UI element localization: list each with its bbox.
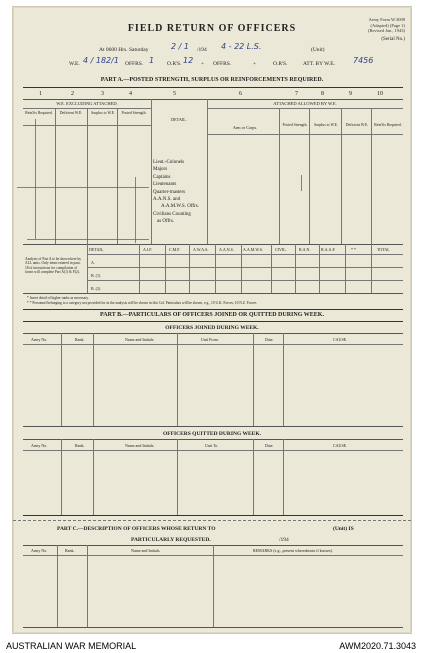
pencil-mark-5: [301, 175, 302, 191]
rule-part-a-top: [23, 87, 403, 88]
form-adapted-text: (Adapted) (Page 1): [370, 22, 405, 28]
vline-j5: [283, 333, 284, 426]
ors-label-1: O.R'S.: [167, 61, 182, 67]
an-hdr-raaf: R.A.A.F.: [321, 247, 336, 252]
hdr-deficient-right: Deficient W.E.: [345, 123, 369, 127]
unit-handwritten: 4 - 22 L.S.: [221, 42, 262, 51]
plus-sign-2: +: [253, 61, 257, 67]
vline-an-7: [295, 244, 296, 293]
rule-colnum: [23, 99, 403, 100]
rule-an-row2: [87, 280, 403, 281]
partc-hdr-rank: Rank.: [65, 548, 75, 553]
at-line-label: At 0600 Hrs. Saturday: [99, 47, 149, 53]
ors-handwritten: 12: [183, 56, 194, 65]
joined-hdr-cause: CAUSE.: [333, 337, 348, 342]
rule-quitted-hdr: [23, 450, 403, 451]
vline-a9: [371, 108, 372, 244]
joined-hdr-date: Date.: [265, 337, 274, 342]
serial-label: (Serial No.): [381, 37, 405, 42]
an-hdr-civil: CIVIL.: [275, 247, 287, 252]
rule-part-c-bottom: [23, 627, 403, 628]
col-num-7: 7: [295, 91, 298, 97]
rule-analysis-top: [23, 244, 403, 245]
perforation-line: [13, 520, 411, 521]
hdr-arm-corps: Arm or Corps.: [232, 125, 258, 130]
hdr-deficient-left: Deficient W.E.: [59, 111, 83, 115]
an-hdr-aamws: A.A.M.W.S.: [243, 247, 263, 252]
col-num-4: 4: [129, 91, 132, 97]
vline-a7: [309, 108, 310, 244]
footnote-2: * * Personnel belonging to a category not provided for in the analysis will be shown in this Col. Particulars will be shown, e.g., 10 U.K. Forces; 10 N.Z. Forces: [27, 301, 257, 305]
vline-an-3: [189, 244, 190, 293]
joined-title: OFFICERS JOINED DURING WEEK.: [165, 325, 259, 331]
offrs-handwritten: 1: [149, 56, 155, 65]
rule-part-b-bottom: [23, 515, 403, 516]
part-b-heading: PART B.—PARTICULARS OF OFFICERS JOINED OR QUITTED DURING WEEK.: [100, 312, 324, 318]
vline-j4: [253, 333, 254, 426]
col-num-3: 3: [101, 91, 104, 97]
col-num-5: 5: [173, 91, 176, 97]
col-num-8: 8: [321, 91, 324, 97]
vline-q3: [177, 439, 178, 515]
col-num-1: 1: [39, 91, 42, 97]
vline-an-9: [345, 244, 346, 293]
vline-j2: [93, 333, 94, 426]
group-right-header: ATTACHED ALLOWED BY W.E.: [273, 101, 337, 106]
rule-analysis-bottom: [23, 293, 403, 294]
quitted-hdr-name: Name and Initials.: [125, 443, 155, 448]
part-c-unit-is: (Unit) IS: [333, 526, 354, 532]
vline-j3: [177, 333, 178, 426]
rank-as-offrs: as Offrs.: [157, 219, 175, 225]
form-sheet: [12, 6, 412, 634]
vline-a8: [341, 108, 342, 244]
hdr-surplus-right: Surplus to W.E.: [314, 123, 338, 127]
ors-label-2: O.R'S.: [273, 61, 288, 67]
footer-accession: AWM2020.71.3043: [339, 641, 416, 651]
an-row-b2: B. (2): [91, 286, 101, 291]
quitted-hdr-cause: CAUSE.: [333, 443, 348, 448]
joined-hdr-unit: Unit From.: [201, 337, 219, 342]
vline-a1: [55, 108, 56, 244]
col-num-10: 10: [377, 91, 383, 97]
vline-a2: [87, 108, 88, 244]
vline-a6: [279, 108, 280, 244]
col-num-6: 6: [239, 91, 242, 97]
form-revised-text: (Revised Jan., 1943): [368, 28, 405, 33]
vline-j1: [61, 333, 62, 426]
an-hdr-total: TOTAL: [377, 247, 390, 252]
joined-hdr-rank: Rank.: [75, 337, 85, 342]
vline-q4: [253, 439, 254, 515]
rule-joined-hdr: [23, 344, 403, 345]
group-left-header: W.E. EXCLUDING ATTACHED.: [56, 101, 118, 106]
rule-quitted-title: [23, 439, 403, 440]
vline-c3: [213, 545, 214, 627]
rank-aamws: A.A.M.W.S. Offrs.: [161, 204, 199, 210]
rank-qm: Quarter-masters: [153, 189, 186, 195]
rank-aans: A.A.N.S. and: [153, 197, 181, 203]
col-num-9: 9: [349, 91, 352, 97]
rank-lt-col: Lieut.-Colonels: [153, 160, 185, 165]
hdr-posted-right: Posted Strength.: [282, 123, 308, 127]
rank-civilians: Civilians Counting: [153, 211, 191, 217]
rule-hdr-right: [207, 134, 403, 135]
analysis-note: Analysis of Part A to be shown here by ALL units. Only items entered in para. 18 of instructions for compilation of forms will complete Part A(1) & F(2).: [25, 257, 82, 275]
partc-hdr-remarks: REMARKS (e.g., present whereabouts if known).: [253, 548, 333, 553]
pencil-mark-4: [135, 177, 136, 243]
an-hdr-cmf: C.M.F.: [169, 247, 181, 252]
hdr-posted-left: Posted Strength.: [121, 111, 147, 115]
joined-hdr-name: Name and Initials.: [125, 337, 155, 342]
an-hdr-awas: A.W.A.S.: [193, 247, 209, 252]
hdr-reinf-left: Rein'fts Required.: [25, 111, 53, 115]
hdr-surplus-left: Surplus to W.E.: [91, 111, 115, 115]
unit-label: (Unit): [311, 47, 325, 53]
part-c-heading: PART C.—DESCRIPTION OF OFFICERS WHOSE RETURN TO: [57, 526, 216, 532]
quitted-hdr-unit: Unit To.: [205, 443, 219, 448]
we-handwritten: 4 / 182/1: [83, 56, 119, 65]
form-title: FIELD RETURN OF OFFICERS: [127, 23, 297, 34]
att-handwritten: 7456: [353, 56, 374, 65]
date-handwritten: 2 / 1: [171, 42, 189, 51]
vline-an-5: [241, 244, 242, 293]
vline-an-1: [139, 244, 140, 293]
an-row-a: A.: [91, 260, 95, 265]
offrs-label: OFFRS.: [125, 61, 144, 67]
rule-group-right: [207, 108, 403, 109]
rule-joined-title: [23, 333, 403, 334]
vline-a3: [117, 108, 118, 244]
vline-q2: [93, 439, 94, 515]
pencil-mark-3: [35, 119, 36, 239]
col-num-2: 2: [71, 91, 74, 97]
we-label: W.E.: [69, 61, 80, 67]
vline-an-10: [371, 244, 372, 293]
part-c-line2: PARTICULARLY REQUESTED.: [131, 537, 211, 543]
rule-an-row1: [87, 267, 403, 268]
pencil-mark-1: [17, 187, 149, 188]
an-hdr-aans: A.A.N.S.: [219, 247, 234, 252]
rank-list: [153, 159, 199, 226]
part-a-heading: PART A.—POSTED STRENGTH, SURPLUS OR REINFORCEMENTS REQUIRED.: [100, 77, 324, 83]
hdr-detail: DETAIL.: [171, 117, 187, 122]
an-hdr-detail: DETAIL.: [89, 247, 105, 252]
vline-q5: [283, 439, 284, 515]
vline-q1: [61, 439, 62, 515]
partc-hdr-name: Name and Initials.: [131, 548, 161, 553]
quitted-hdr-army-no: Army No.: [31, 443, 48, 448]
vline-a4: [151, 99, 152, 244]
rule-an-hdr: [87, 254, 403, 255]
part-c-year: /194: [279, 537, 289, 543]
an-hdr-other: * *: [351, 247, 356, 252]
year-label: /194: [197, 47, 207, 53]
an-row-b1: B. (1): [91, 273, 101, 278]
rule-joined-bottom: [23, 426, 403, 427]
an-hdr-aif: A.I.F.: [143, 247, 153, 252]
vline-an-6: [271, 244, 272, 293]
rank-lieutenants: Lieutenants: [153, 182, 177, 188]
vline-an-0: [87, 244, 88, 293]
att-label: ATT. BY W.E.: [303, 61, 335, 67]
form-number-text: Army Form W.3008: [368, 17, 405, 22]
vline-c1: [57, 545, 58, 627]
rule-part-b-top: [23, 309, 403, 310]
pencil-mark-2: [27, 239, 149, 240]
an-hdr-ran: R.A.N.: [299, 247, 311, 252]
vline-an-2: [165, 244, 166, 293]
vline-an-4: [215, 244, 216, 293]
joined-hdr-army-no: Army No.: [31, 337, 48, 342]
vline-c2: [87, 545, 88, 627]
offrs-label-2: OFFRS.: [213, 61, 232, 67]
quitted-title: OFFICERS QUITTED DURING WEEK.: [163, 431, 261, 437]
rank-majors: Majors: [153, 167, 168, 173]
plus-sign: +: [201, 61, 205, 67]
archive-footer: [0, 638, 422, 653]
footnote-1: * Insert detail of higher ranks as necessary.: [27, 296, 89, 300]
vline-an-8: [319, 244, 320, 293]
partc-hdr-army-no: Army No.: [31, 548, 48, 553]
rank-captains: Captains: [153, 174, 171, 180]
quitted-hdr-date: Date.: [265, 443, 274, 448]
quitted-hdr-rank: Rank.: [75, 443, 85, 448]
hdr-reinf-right: Rein'fts Required.: [374, 123, 402, 127]
footer-institution: AUSTRALIAN WAR MEMORIAL: [6, 641, 137, 651]
rule-part-b-mid: [23, 321, 403, 322]
vline-a5: [207, 99, 208, 244]
